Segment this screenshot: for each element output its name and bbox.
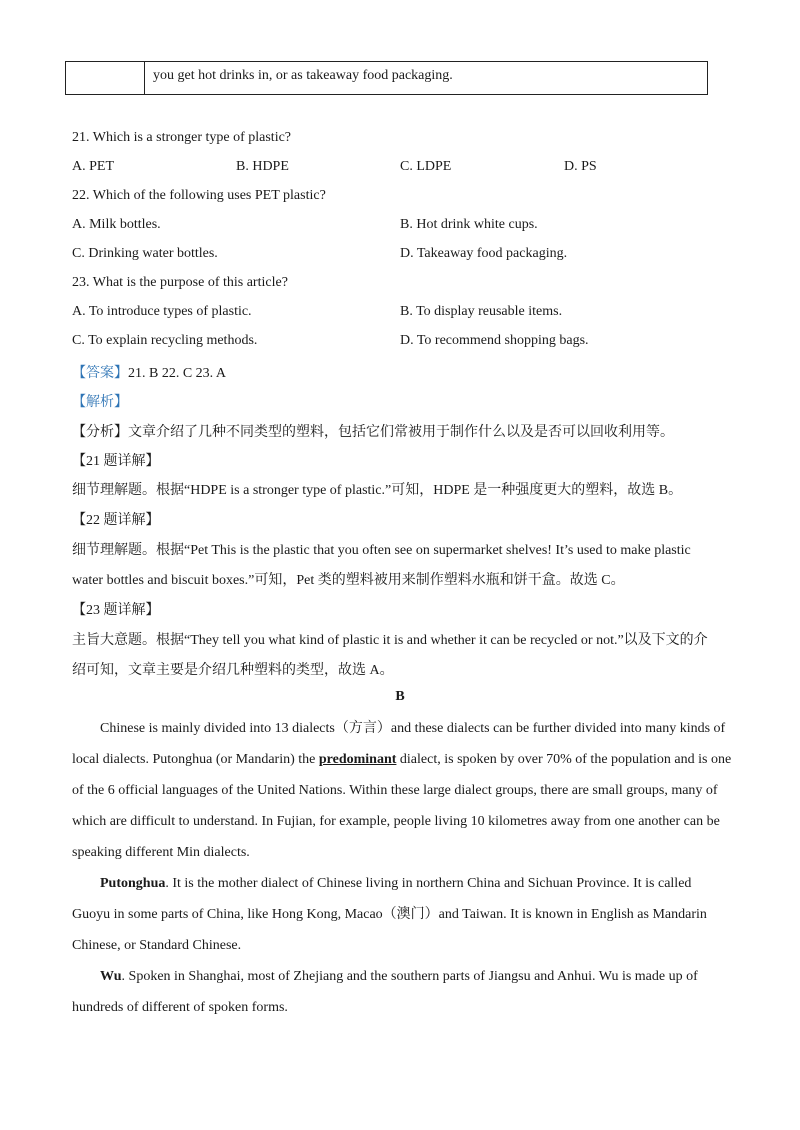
option-a: A. PET bbox=[72, 159, 114, 174]
analysis-summary bbox=[72, 421, 674, 441]
table-cell-left bbox=[66, 62, 145, 94]
option-d: D. Takeaway food packaging. bbox=[400, 246, 568, 261]
option-d: D. PS bbox=[564, 159, 597, 174]
question-21-options bbox=[72, 159, 732, 179]
predominant-word: predominant bbox=[318, 752, 397, 767]
answer-line bbox=[72, 362, 226, 382]
paragraph-3 bbox=[72, 961, 732, 1023]
answer-text: 21. B 22. C 23. A bbox=[128, 366, 227, 381]
question-21-stem: 21. Which is a stronger type of plastic? bbox=[72, 130, 292, 145]
p2-text: . It is the mother dialect of Chinese living in northern China and Sichuan Province. It is called Guoyu in some parts of China, like Hong Kong, Macao（澳门）and Taiwan. It is known in English as Mandarin Chinese, or Standard Chinese. bbox=[72, 876, 707, 953]
option-b: B. Hot drink white cups. bbox=[400, 217, 538, 232]
option-c: C. Drinking water bottles. bbox=[72, 246, 218, 261]
option-b: B. HDPE bbox=[236, 159, 289, 174]
option-c: C. LDPE bbox=[400, 159, 452, 174]
question-23-options-row2 bbox=[72, 333, 732, 353]
paragraph-1 bbox=[72, 713, 732, 868]
answer-label: 【答案】 bbox=[72, 366, 128, 381]
p1-text-end: dialect, is spoken by over 70% of the population and is one of the 6 official languages of the United Nations. Within these large dialect groups, there are small groups, many of which are difficult to understand. In Fujian, for example, people living 10 kilometres away from one another can be speaking different Min dialects. bbox=[72, 752, 732, 860]
question-22-options-row2 bbox=[72, 246, 732, 266]
option-c: C. To explain recycling methods. bbox=[72, 333, 258, 348]
paragraph-2 bbox=[72, 868, 732, 961]
option-b: B. To display reusable items. bbox=[400, 304, 563, 319]
p2-heading: Putonghua bbox=[100, 876, 166, 891]
summary-label: 【分析】 bbox=[72, 425, 128, 440]
q21-label: 【21 题详解】 bbox=[72, 454, 160, 469]
option-a: A. To introduce types of plastic. bbox=[72, 304, 252, 319]
option-d: D. To recommend shopping bags. bbox=[400, 333, 589, 348]
q23-label: 【23 题详解】 bbox=[72, 603, 160, 618]
question-22-stem: 22. Which of the following uses PET plastic? bbox=[72, 188, 326, 203]
p3-text: . Spoken in Shanghai, most of Zhejiang and the southern parts of Jiangsu and Anhui. Wu is made up of hundreds of different of spoken forms. bbox=[72, 969, 698, 1015]
q23-explanation-line1: 主旨大意题。根据“They tell you what kind of plastic it is and whether it can be recycled or not.”以及下文的介 bbox=[72, 633, 708, 648]
analysis-label: 【解析】 bbox=[72, 395, 128, 410]
q22-explanation-line2: water bottles and biscuit boxes.”可知，Pet 类的塑料被用来制作塑料水瓶和饼干盒。故选 C。 bbox=[72, 573, 625, 588]
question-23-options-row1 bbox=[72, 304, 732, 324]
question-23-stem: 23. What is the purpose of this article? bbox=[72, 275, 288, 290]
section-heading: B bbox=[395, 689, 405, 704]
option-a: A. Milk bottles. bbox=[72, 217, 161, 232]
question-22-options-row1 bbox=[72, 217, 732, 237]
table-row bbox=[65, 61, 708, 95]
q21-explanation: 细节理解题。根据“HDPE is a stronger type of plastic.”可知，HDPE 是一种强度更大的塑料，故选 B。 bbox=[72, 483, 683, 498]
q23-explanation-line2: 绍可知，文章主要是介绍几种塑料的类型，故选 A。 bbox=[72, 663, 394, 678]
q22-label: 【22 题详解】 bbox=[72, 513, 160, 528]
p3-heading: Wu bbox=[100, 969, 122, 984]
q22-explanation-line1: 细节理解题。根据“Pet This is the plastic that you often see on supermarket shelves! It’s used to make plastic bbox=[72, 543, 691, 558]
p1-text-start: Chinese is mainly divided into 13 dialects（方言）and these dialects can be further divided into many kinds of local dialects. Putonghua (or Mandarin) the bbox=[72, 721, 726, 767]
table-cell-right: you get hot drinks in, or as takeaway food packaging. bbox=[153, 68, 453, 83]
passage-b bbox=[72, 713, 732, 1023]
summary-text: 文章介绍了几种不同类型的塑料，包括它们常被用于制作什么以及是否可以回收利用等。 bbox=[128, 425, 674, 440]
